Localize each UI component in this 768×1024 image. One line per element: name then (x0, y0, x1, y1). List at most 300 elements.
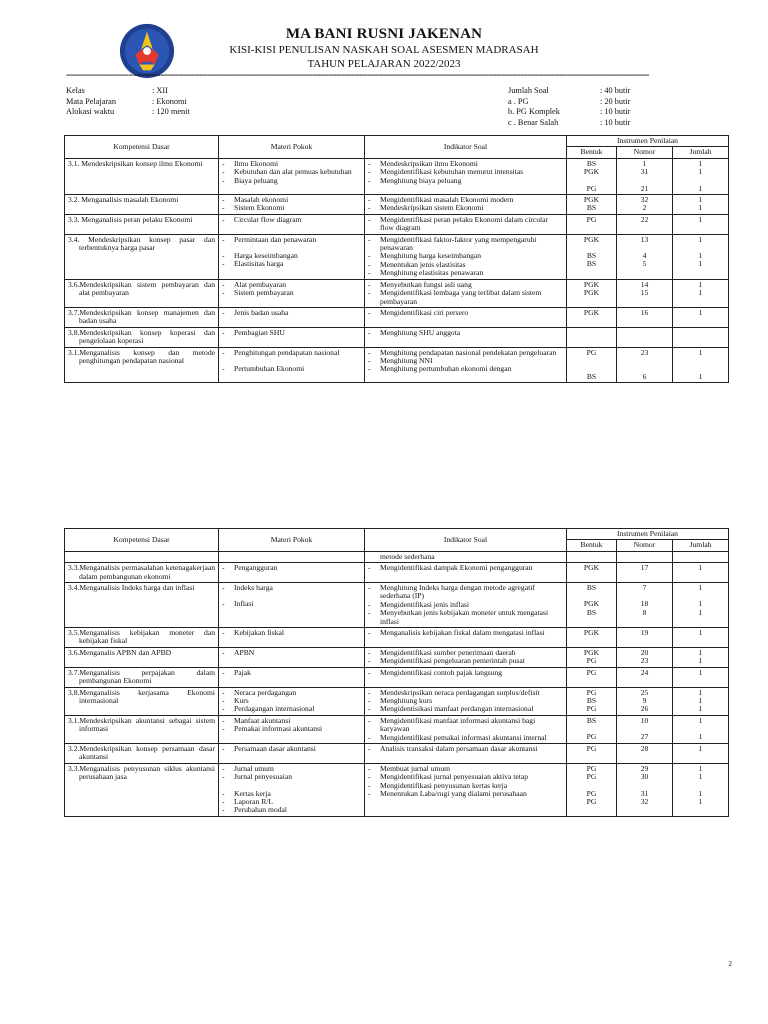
item-text: Menyebutkan fungsi asli uang (380, 279, 472, 289)
item-text: Jurnal umum (234, 763, 274, 773)
jumlah-value: 1 (698, 628, 703, 638)
document-title: KISI-KISI PENULISAN NASKAH SOAL ASESMEN MADRASAH (229, 44, 539, 56)
bentuk-value: PGK (583, 279, 600, 289)
item-text: Mengidentifikasi jurnal penyesuaian aktiva tetap (380, 772, 529, 782)
bentuk (567, 234, 617, 279)
jumlah-value: 1 (698, 251, 703, 261)
nomor-value: 24 (640, 667, 649, 677)
table-row (65, 279, 729, 307)
bullet-dash: - (368, 788, 371, 798)
nomor-value: 6 (642, 371, 647, 381)
kompetensi-dasar-text: 3.2. Menganalisis masalah Ekonomi (68, 195, 179, 205)
list-item (368, 584, 563, 601)
nomor-value: 16 (640, 307, 649, 317)
col-jumlah: Jumlah (673, 540, 729, 551)
indikator-soal-cell (365, 234, 567, 279)
bullet-dash: - (222, 695, 225, 705)
bullet-dash: - (368, 203, 371, 213)
table-row (65, 563, 729, 583)
bentuk (567, 667, 617, 687)
bentuk-value: BS (586, 695, 597, 705)
nomor (617, 158, 673, 194)
list-item (368, 204, 563, 212)
jumlah (673, 327, 729, 347)
nomor (617, 667, 673, 687)
bullet-dash: - (222, 704, 225, 714)
list-item (222, 309, 361, 317)
jumlah (673, 214, 729, 234)
nomor-value: 8 (642, 607, 647, 617)
nomor-value: 29 (640, 763, 649, 773)
bullet-dash: - (222, 251, 225, 261)
bullet-dash: - (368, 307, 371, 317)
list-item (222, 349, 361, 357)
list-item (368, 669, 563, 677)
table-row (65, 647, 729, 667)
kompetensi-dasar-text: 3.6.Mendeskripsikan sistem pembayaran dan alat pembayaran (68, 279, 215, 298)
item-text: Kurs (234, 695, 249, 705)
bentuk (567, 279, 617, 307)
indikator-soal-cell (365, 158, 567, 194)
bullet-dash: - (368, 732, 371, 742)
bentuk-value: PGK (583, 288, 600, 298)
bullet-dash: - (368, 347, 371, 357)
indikator-soal-cell (365, 628, 567, 648)
bentuk-value: PGK (583, 647, 600, 657)
kisi-table-1 (64, 135, 729, 383)
list-item (368, 365, 563, 373)
list-item (222, 669, 361, 677)
bullet-dash: - (368, 327, 371, 337)
list-item (222, 773, 361, 781)
bullet-dash: - (222, 805, 225, 815)
kompetensi-dasar-text: 3.7.Menganalisis perpajakan dalam pembangunan Ekonomi (68, 667, 215, 686)
bentuk-value: BS (586, 715, 597, 725)
indikator-soal-cell (365, 743, 567, 763)
nomor (617, 628, 673, 648)
spacer (676, 329, 725, 337)
item-text: Masalah ekonomi (234, 195, 289, 205)
item-text: Mendeskripsikan ilmu Ekonomi (380, 158, 478, 168)
bullet-dash: - (368, 656, 371, 666)
bullet-dash: - (368, 583, 371, 593)
info-value: : 20 butir (600, 96, 631, 106)
bentuk-value: PG (586, 687, 597, 697)
page-number: 2 (728, 960, 732, 968)
nomor-value: 10 (640, 715, 649, 725)
info-label: c . Benar Salah (508, 117, 559, 127)
bullet-dash: - (368, 234, 371, 244)
spacer (620, 329, 669, 337)
jumlah-value: 1 (698, 234, 703, 244)
materi-pokok-cell (219, 214, 365, 234)
item-text: Perubahan modal (234, 805, 287, 815)
info-right (508, 86, 630, 128)
nomor (617, 647, 673, 667)
item-text: Elastisitas harga (234, 259, 284, 269)
kompetensi-dasar-cell (65, 647, 219, 667)
materi-pokok-cell (219, 195, 365, 215)
nomor (617, 563, 673, 583)
table-row (65, 347, 729, 383)
materi-pokok-cell (219, 307, 365, 327)
bentuk-value: PG (586, 183, 597, 193)
bullet-dash: - (222, 327, 225, 337)
materi-pokok-cell (219, 234, 365, 279)
table-row (65, 327, 729, 347)
bullet-dash: - (368, 772, 371, 782)
jumlah-value: 1 (698, 647, 703, 657)
bentuk (567, 195, 617, 215)
list-item (368, 629, 563, 637)
list-item (368, 609, 563, 626)
item-text: Mengidentifikasi manfaat informasi akuntansi bagi karyawan (380, 715, 536, 734)
bullet-dash: - (222, 563, 225, 573)
item-text: Kertas kerja (234, 788, 271, 798)
item-text: Jenis badan usaha (234, 307, 289, 317)
bullet-dash: - (368, 715, 371, 725)
item-text: Menganalisis kebijakan fiskal dalam mengatasi inflasi (380, 628, 545, 638)
nomor-value: 19 (640, 628, 649, 638)
info-label: b. PG Komplek (508, 107, 560, 116)
item-text: Neraca perdagangan (234, 687, 297, 697)
bentuk (567, 158, 617, 194)
bullet-dash: - (222, 628, 225, 638)
col-jumlah: Jumlah (673, 147, 729, 158)
bentuk (567, 307, 617, 327)
kompetensi-dasar-cell (65, 715, 219, 743)
jumlah-value: 1 (698, 796, 703, 806)
list-item (222, 725, 361, 733)
list-item (368, 177, 563, 185)
bullet-dash: - (222, 158, 225, 168)
jumlah-value: 1 (698, 307, 703, 317)
continuation-row (65, 551, 729, 562)
jumlah (673, 347, 729, 383)
bentuk-value: PG (586, 772, 597, 782)
item-text: Sistem Ekonomi (234, 203, 285, 213)
jumlah-value: 1 (698, 195, 703, 205)
nomor-value: 15 (640, 288, 649, 298)
bullet-dash: - (368, 251, 371, 261)
nomor (617, 327, 673, 347)
materi-pokok-cell (219, 647, 365, 667)
jumlah (673, 158, 729, 194)
jumlah (673, 687, 729, 715)
table-row (65, 715, 729, 743)
bentuk (567, 214, 617, 234)
table-row (65, 583, 729, 628)
jumlah-value: 1 (698, 599, 703, 609)
jumlah (673, 563, 729, 583)
item-text: Membuat jurnal umum (380, 763, 451, 773)
jumlah (673, 279, 729, 307)
col-instrumen-penilaian: Instrumen Penilaian (567, 136, 729, 147)
col-bentuk: Bentuk (567, 147, 617, 158)
item-text: Circular flow diagram (234, 214, 302, 224)
item-text: Menghitung elastisitas penawaran (380, 268, 484, 278)
materi-pokok-cell (219, 158, 365, 194)
indikator-soal-cell (365, 327, 567, 347)
indikator-soal-cell (365, 583, 567, 628)
list-item (222, 289, 361, 297)
nomor (617, 234, 673, 279)
jumlah-value: 1 (698, 183, 703, 193)
item-text: Mengidentifikasi peran pelaku Ekonomi dalam circular flow diagram (380, 214, 549, 233)
bullet-dash: - (368, 288, 371, 298)
bullet-dash: - (222, 788, 225, 798)
bentuk-value: PG (586, 788, 597, 798)
jumlah-value: 1 (698, 704, 703, 714)
kompetensi-dasar-text: 3.8.Mendeskripsikan konsep koperasi dan pengelolaan koperasi (68, 327, 215, 346)
info-label: Jumlah Soal (508, 86, 549, 95)
item-text: Mengidentifikasi pemakai informasi akuntansi internal (380, 732, 547, 742)
list-item (368, 745, 563, 753)
bullet-dash: - (222, 647, 225, 657)
bentuk-value: BS (586, 251, 597, 261)
info-row (508, 97, 630, 108)
nomor-value: 2 (642, 203, 647, 213)
bullet-dash: - (222, 667, 225, 677)
bentuk (567, 347, 617, 383)
nomor (617, 687, 673, 715)
bullet-dash: - (368, 167, 371, 177)
kisi-table-2 (64, 528, 729, 817)
list-item (222, 564, 361, 572)
info-row (508, 107, 630, 118)
jumlah-value: 1 (698, 715, 703, 725)
list-item (222, 216, 361, 224)
nomor (617, 347, 673, 383)
indikator-soal-cell (365, 687, 567, 715)
list-item (368, 790, 563, 798)
bullet-dash: - (222, 167, 225, 177)
jumlah-value: 1 (698, 347, 703, 357)
bullet-dash: - (222, 743, 225, 753)
nomor (617, 743, 673, 763)
nomor-value: 4 (642, 251, 647, 261)
kompetensi-dasar-cell (65, 743, 219, 763)
list-item (222, 600, 361, 608)
item-text: Menghitung NNI (380, 355, 433, 365)
academic-year: TAHUN PELAJARAN 2022/2023 (307, 58, 461, 70)
bullet-dash: - (222, 599, 225, 609)
bullet-dash: - (222, 583, 225, 593)
kompetensi-dasar-cell (65, 234, 219, 279)
nomor-value: 20 (640, 647, 649, 657)
list-item (222, 806, 361, 814)
item-text: Menghitung kurs (380, 695, 433, 705)
bullet-dash: - (222, 796, 225, 806)
materi-pokok-cell (219, 628, 365, 648)
jumlah-value: 1 (698, 732, 703, 742)
nomor-value: 22 (640, 214, 649, 224)
jumlah (673, 307, 729, 327)
nomor (617, 583, 673, 628)
bullet-dash: - (368, 259, 371, 269)
bullet-dash: - (368, 195, 371, 205)
kompetensi-dasar-cell (65, 628, 219, 648)
item-text: Inflasi (234, 599, 254, 609)
bullet-dash: - (368, 647, 371, 657)
list-item (368, 309, 563, 317)
nomor-value: 21 (640, 183, 649, 193)
list-item (368, 329, 563, 337)
list-item (222, 629, 361, 637)
item-text: Perdagangan internasional (234, 704, 315, 714)
item-text: Mengidentifikasi faktor-faktor yang mempengaruhi penawaran (380, 234, 537, 253)
item-text: Mengidentifikasi contoh pajak langsung (380, 667, 503, 677)
spacer (620, 357, 669, 365)
bullet-dash: - (222, 715, 225, 725)
bullet-dash: - (368, 780, 371, 790)
item-text: Mengidentifikasi lembaga yang terlibat dalam sistem pembayaran (380, 288, 542, 306)
item-text: Mengidentifikasi ciri persero (380, 307, 469, 317)
kompetensi-dasar-cell (65, 158, 219, 194)
kompetensi-dasar-cell (65, 763, 219, 816)
list-item (222, 329, 361, 337)
nomor-value: 17 (640, 563, 649, 573)
info-value: : 40 butir (600, 86, 631, 95)
item-text: Indeks harga (234, 583, 273, 593)
bentuk-value: BS (586, 607, 597, 617)
bullet-dash: - (368, 175, 371, 185)
bullet-dash: - (222, 363, 225, 373)
indikator-soal-cell (365, 667, 567, 687)
table-row (65, 628, 729, 648)
bentuk-value: PG (586, 796, 597, 806)
bentuk (567, 715, 617, 743)
col-indikator-soal: Indikator Soal (365, 136, 567, 159)
jumlah-value: 1 (698, 687, 703, 697)
kompetensi-dasar-cell (65, 563, 219, 583)
item-text: Menghitung SHU anggota (380, 327, 461, 337)
bullet-dash: - (222, 307, 225, 317)
bentuk-value: PGK (583, 167, 600, 177)
indikator-soal-cell (365, 307, 567, 327)
item-text: Analisis transaksi dalam persamaan dasar akuntansi (380, 743, 538, 753)
jumlah-value: 1 (698, 203, 703, 213)
kompetensi-dasar-cell (65, 687, 219, 715)
bullet-dash: - (368, 158, 371, 168)
item-text: Pemakai informasi akuntansi (234, 724, 323, 734)
jumlah (673, 583, 729, 628)
indikator-soal-cell (365, 563, 567, 583)
materi-pokok-cell (219, 279, 365, 307)
bullet-dash: - (222, 347, 225, 357)
bentuk (567, 763, 617, 816)
item-text: APBN (234, 647, 255, 657)
col-nomor: Nomor (617, 147, 673, 158)
list-item (222, 705, 361, 713)
jumlah-value: 1 (698, 214, 703, 224)
info-row (66, 107, 190, 118)
bentuk-value: PGK (583, 195, 600, 205)
jumlah-value: 1 (698, 167, 703, 177)
jumlah-value: 1 (698, 259, 703, 269)
bentuk-value: PG (586, 743, 597, 753)
jumlah-value: 1 (698, 667, 703, 677)
nomor-value: 7 (642, 583, 647, 593)
info-row (66, 86, 190, 97)
item-text: Mendeskripsikan neraca perdagangan surplus/defisit (380, 687, 540, 697)
jumlah (673, 715, 729, 743)
info-row (508, 86, 630, 97)
jumlah-value: 1 (698, 583, 703, 593)
item-text: Menentukan Laba/rugi yang dialami perusahaan (380, 788, 527, 798)
jumlah (673, 628, 729, 648)
jumlah-value: 1 (698, 563, 703, 573)
item-text: Sistem pembayaran (234, 288, 294, 298)
item-text: Pajak (234, 667, 251, 677)
jumlah-value: 1 (698, 288, 703, 298)
bullet-dash: - (368, 599, 371, 609)
spacer (570, 329, 613, 337)
list-item (368, 269, 563, 277)
list-item (222, 584, 361, 592)
bullet-dash: - (368, 695, 371, 705)
nomor-value: 28 (640, 743, 649, 753)
col-materi-pokok: Materi Pokok (219, 136, 365, 159)
jumlah-value: 1 (698, 788, 703, 798)
school-name: MA BANI RUSNI JAKENAN (285, 26, 483, 42)
bentuk (567, 563, 617, 583)
jumlah (673, 763, 729, 816)
item-text: Menghitung Indeks harga dengan metode agregatif sederhana (IP) (380, 583, 535, 601)
nomor-value: 31 (640, 788, 649, 798)
item-text: Menghitung pendapatan nasional pendekatan pengeluaran (380, 347, 557, 357)
bullet-dash: - (222, 288, 225, 298)
info-row (66, 97, 190, 108)
list-item (368, 216, 563, 233)
bentuk-value: PGK (583, 307, 600, 317)
list-item (222, 177, 361, 185)
kompetensi-dasar-cell (65, 214, 219, 234)
list-item (368, 236, 563, 253)
materi-pokok-cell (219, 583, 365, 628)
kompetensi-dasar-text: 3.5.Menganalisis kebijakan moneter dan kebijakan fiskal (68, 628, 215, 646)
list-item (222, 649, 361, 657)
jumlah (673, 667, 729, 687)
item-text: Menentukan jenis elastisitas (380, 259, 466, 269)
nomor-value: 32 (640, 195, 649, 205)
bullet-dash: - (368, 704, 371, 714)
item-text: Mengidentifikasi sumber penerimaan daerah (380, 647, 516, 657)
nomor (617, 715, 673, 743)
nomor-value: 25 (640, 687, 649, 697)
jumlah (673, 743, 729, 763)
col-instrumen-penilaian: Instrumen Penilaian (567, 529, 729, 540)
bullet-dash: - (368, 279, 371, 289)
item-text: Pertumbuhan Ekonomi (234, 363, 305, 373)
jumlah-value: 1 (698, 695, 703, 705)
table-row (65, 763, 729, 816)
bullet-dash: - (222, 259, 225, 269)
info-row (508, 118, 630, 129)
materi-pokok-cell (219, 327, 365, 347)
col-indikator-soal: Indikator Soal (365, 529, 567, 552)
materi-pokok-cell (219, 667, 365, 687)
bentuk (567, 583, 617, 628)
jumlah (673, 195, 729, 215)
item-text: Harga keseimbangan (234, 251, 298, 261)
info-label: Mata Pelajaran (66, 96, 116, 106)
bullet-dash: - (368, 563, 371, 573)
col-kompetensi-dasar: Kompetensi Dasar (65, 136, 219, 159)
spacer (570, 357, 613, 365)
list-item (368, 734, 563, 742)
kompetensi-dasar-text: 3.3.Menganalisis permasalahan ketenagakerjaan dalam pembangunan ekonomi (68, 563, 215, 581)
